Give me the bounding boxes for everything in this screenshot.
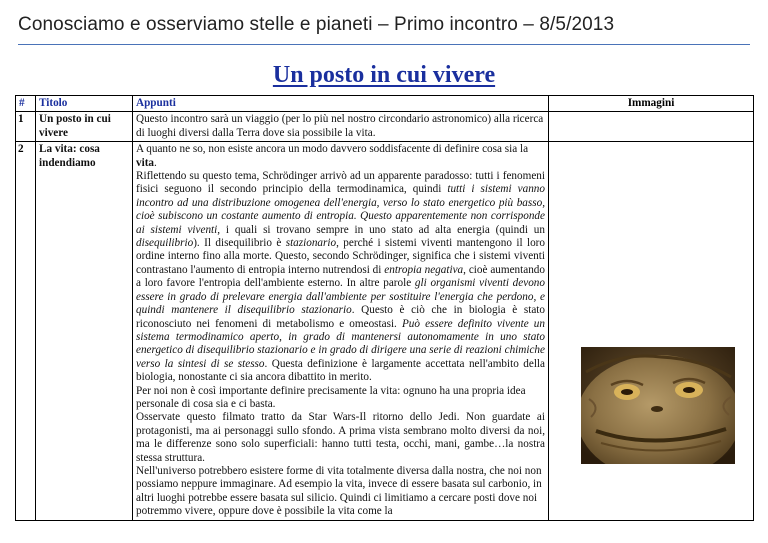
text-run-italic: tutti i sistemi vanno incontro ad una distribuzione omogenea dell'energia, verso lo stato energetico più basso, cioè subiscono un costante aumento di entropia. Questo apparentemente non corrisponde ai sistemi viventi	[136, 183, 545, 236]
text-run: ). Il disequilibrio è	[193, 237, 286, 250]
text-run: , i quali si trovano sempre in uno stato ad alta energia (quindi un	[217, 223, 545, 236]
jabba-the-hutt-image	[581, 347, 735, 464]
notes-paragraph: Questo incontro sarà un viaggio (per lo più nel nostro circondario astronomico) alla ricerca di luoghi diversi dalla Terra dove sia possibile la vita.	[136, 113, 544, 139]
notes-paragraph	[136, 170, 545, 385]
text-run-italic: gli organismi viventi devono essere in grado di prelevare energia dall'ambiente per sostituire l'energia che perdono, e quindi mantenere il disequilibrio stazionario	[136, 277, 545, 317]
header-rule	[18, 44, 750, 45]
table-header-row	[16, 96, 754, 112]
column-header-notes: Appunti	[133, 96, 549, 112]
column-header-number: #	[16, 96, 36, 112]
text-run-italic: Può essere definito vivente un sistema termodinamico aperto, in grado di mantenersi autonomamente in uno stato energetico di disequilibrio stazionario e in grado di dirigere una serie di reazioni chimiche verso la sintesi di se stesso	[136, 317, 545, 370]
row-notes	[133, 112, 549, 142]
row-title: Un posto in cui vivere	[36, 112, 133, 142]
text-run: A quanto ne so, non esiste ancora un modo davvero soddisfacente di definire cosa sia la	[136, 143, 529, 156]
text-run-italic: entropia negativa	[384, 263, 464, 276]
notes-paragraph: Per noi non è così importante definire precisamente la vita: ognuno ha una propria idea personale di cosa sia e ci basta.	[136, 384, 526, 410]
notes-paragraph	[136, 143, 545, 170]
text-run: . Questo è ciò che in biologia è stato riconosciuto nei fenomeni di metabolismo e omeostasi.	[136, 304, 545, 330]
page-header: Conosciamo e osserviamo stelle e pianeti – Primo incontro – 8/5/2013	[18, 14, 615, 35]
row-number: 2	[16, 142, 36, 520]
jabba-illustration	[581, 347, 735, 464]
text-run: , cioè aumentando a loro favore l'entropia dell'ambiente esterno. In altre parole	[136, 263, 545, 290]
notes-paragraph: Nell'universo potrebbero esistere forme di vita totalmente diversa dalla nostra, che noi non possiamo neppure immaginare. Ad esempio la vita, invece di essere basata sul carbonio, in altri luoghi potrebbe essere basata sul silicio. Quindi ci limitiamo a cercare posti dove noi potremmo vivere, oppure dove è possibile la vita come la	[136, 464, 542, 518]
text-run-italic: disequilibrio	[136, 237, 194, 250]
text-run: Riflettendo su questo tema, Schrödinger arrivò ad un apparente paradosso: tutti i fenomeni fisici seguono il secondo principio della termodinamica, quindi	[136, 170, 545, 196]
notes-paragraph: Osservate questo filmato tratto da Star Wars-Il ritorno dello Jedi. Non guardate ai protagonisti, ma ai personaggi sullo sfondo. A prima vista sembrano molto diversi da noi, ma le differenze sono solo superficiali: hanno tutti testa, occhi, mani, gambe…la nostra stessa struttura.	[136, 411, 545, 464]
text-run-italic: stazionario	[285, 237, 337, 250]
row-images	[549, 112, 754, 142]
text-run: . Questa definizione è largamente accettata nell'ambito della biologia, nonostante ci sia ancora dibattito in merito.	[136, 357, 545, 384]
document-title: Un posto in cui vivere	[272, 62, 496, 88]
text-run: .	[154, 156, 157, 169]
row-notes	[133, 142, 549, 520]
text-run-bold: vita	[136, 156, 155, 169]
column-header-images: Immagini	[549, 96, 754, 112]
row-title: La vita: cosa indendiamo	[36, 142, 133, 520]
column-header-title: Titolo	[36, 96, 133, 112]
row-number: 1	[16, 112, 36, 142]
text-run: , perché i sistemi viventi mantengono il loro ordine interno fino alla morte. Questo, secondo Schrödinger, significa che i sistemi viventi contrastano l'aumento di entropia interno nutrendosi di	[136, 237, 545, 276]
table-row	[16, 112, 754, 142]
